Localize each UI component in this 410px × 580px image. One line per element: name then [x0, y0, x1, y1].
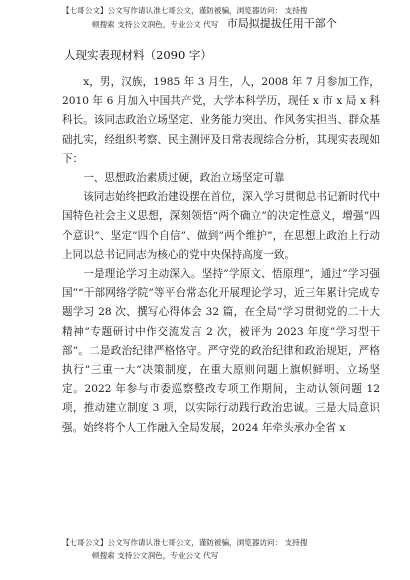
- header-banner-line2: [62, 17, 382, 31]
- intro-paragraph: x，男，汉族，1985 年 3 月生，人，2008 年 7 月参加工作，2010 年 6 月加入中国共产党，大学本科学历，现任 x 市 x 局 x 科科长。该同志政治立场坚定、业务能力突出、作风务实担当、群众基础扎实，经组织考察、民主测评及日常表现综合分析，其现实表现如下：: [62, 76, 380, 165]
- document-title-part2: 人现实表现材料（2090 字）: [64, 48, 212, 62]
- section-heading-1: 一、思想政治素质过硬，政治立场坚定可靠: [83, 172, 285, 185]
- footer-banner-line2: 顿搜索 支持公文润色，专业公文 代写: [92, 551, 219, 560]
- body-paragraph-1: 该同志始终把政治建设摆在首位，深入学习贯彻总书记新时代中国特色社会主义思想，深刻领悟“两个确立”的决定性意义，增强”四个意识”、坚定”四个自信”、做到”两个维护”，在思想上政治上行动上同以总书记同志为核心的党中央保持高度一致。: [62, 191, 380, 261]
- body-paragraph-2: 一是理论学习主动深入。坚持”学原文、悟原理”，通过”学习强国”“干部网络学院”等平台常态化开展理论学习，近三年累计完成专题学习 28 次、撰写心得体会 32 篇，在全局”学习贯彻党的二十大精神”专题研讨中作交流发言 2 次，被评为 2023 年度”学习型干部”。二是政治纪律严格恪守。严守党的政治纪律和政治规矩，严格执行”三重一大”决策制度，在重大原则问题上旗帜鲜明、立场坚定。2022 年参与市委巡察整改专项工作期间，主动认领问题 12 项，推动建立制度 3 项，以实际行动践行政治忠诚。三是大局意识强。始终将个人工作融入全局发展，2024 年牵头承办全省 x: [62, 268, 380, 434]
- document-body: [62, 73, 380, 438]
- header-banner-line1: 【七哥公文】公文写作请认准七哥公文，谨防被骗，浏览器访问： 支持搜: [62, 6, 308, 15]
- footer-banner-line1: 【七哥公文】公文写作请认准七哥公文，谨防被骗，浏览器访问： 支持搜: [62, 538, 308, 547]
- header-banner: [62, 4, 382, 31]
- footer-banner: [62, 536, 382, 562]
- document-title-part1: 市局拟提拔任用干部个: [226, 17, 337, 30]
- header-banner-line2-text: 顿搜索 支持公文润色，专业公文 代写: [92, 20, 219, 29]
